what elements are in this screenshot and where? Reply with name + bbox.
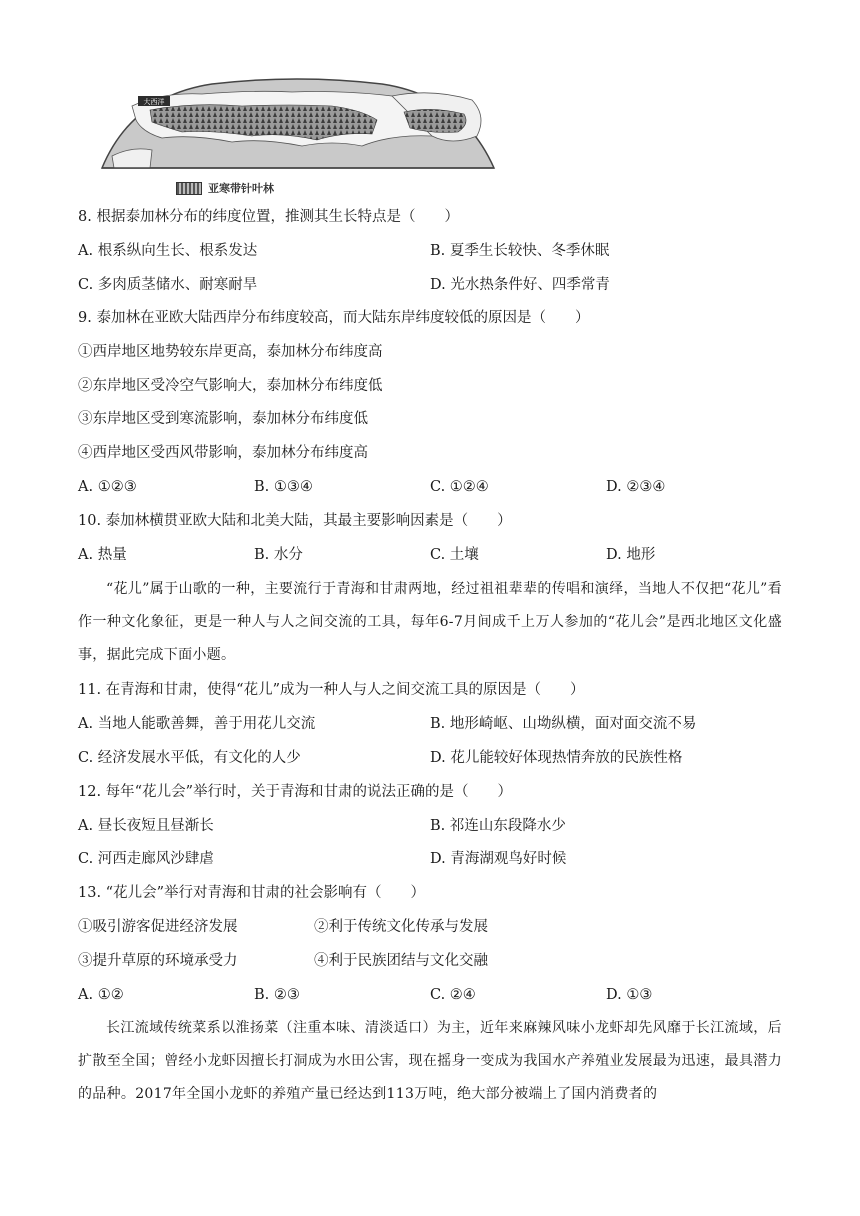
q12-stem: 12. 每年“花儿会”举行时，关于青海和甘肃的说法正确的是（ ） [78, 784, 512, 800]
q11-option-a: A. 当地人能歌善舞，善于用花儿交流 [78, 716, 316, 732]
q9-option-b: B. ①③④ [254, 479, 313, 495]
q13-stem: 13. “花儿会”举行对青海和甘肃的社会影响有（ ） [78, 885, 425, 901]
q12-option-b: B. 祁连山东段降水少 [430, 818, 566, 834]
q9-option-d: D. ②③④ [606, 479, 666, 495]
passage-crayfish: 长江流域传统菜系以淮扬菜（注重本味、清淡适口）为主，近年来麻辣风味小龙虾却先风靡于长江流域，后扩散至全国；曾经小龙虾因擅长打洞成为水田公害，现在摇身一变成为我国水产养殖业发展最为迅速，最具潜力的品种。2017年全国小龙虾的养殖产量已经达到113万吨，绝大部分被端上了国内消费者的 [78, 1020, 782, 1102]
q13-option-b: B. ②③ [254, 987, 300, 1003]
q11-stem: 11. 在青海和甘肃，使得“花儿”成为一种人与人之间交流工具的原因是（ ） [78, 682, 585, 698]
taiga-distribution-map [92, 76, 502, 198]
q8-option-b: B. 夏季生长较快、冬季休眠 [430, 243, 610, 259]
q9-option-a: A. ①②③ [78, 479, 137, 495]
map-legend [176, 180, 274, 196]
legend-swatch-icon [176, 182, 202, 195]
q9-statement-3: ③东岸地区受到寒流影响，泰加林分布纬度低 [78, 411, 368, 427]
q11-option-b: B. 地形崎岖、山坳纵横，面对面交流不易 [430, 716, 697, 732]
world-map-figure [92, 76, 502, 198]
q13-option-d: D. ①③ [606, 987, 653, 1003]
q11-option-d: D. 花儿能较好体现热情奔放的民族性格 [430, 750, 683, 766]
q10-option-c: C. 土壤 [430, 547, 479, 563]
q10-option-b: B. 水分 [254, 547, 303, 563]
q13-statement-1: ①吸引游客促进经济发展 [78, 919, 238, 935]
q9-statement-2: ②东岸地区受冷空气影响大，泰加林分布纬度低 [78, 378, 383, 394]
map-corner-label: 大西洋 [143, 98, 165, 106]
q10-option-a: A. 热量 [78, 547, 127, 563]
q8-option-d: D. 光水热条件好、四季常青 [430, 277, 610, 293]
q13-option-a: A. ①② [78, 987, 124, 1003]
q10-option-d: D. 地形 [606, 547, 656, 563]
q10-stem: 10. 泰加林横贯亚欧大陆和北美大陆，其最主要影响因素是（ ） [78, 513, 512, 529]
q9-stem: 9. 泰加林在亚欧大陆西岸分布纬度较高，而大陆东岸纬度较低的原因是（ ） [78, 310, 590, 326]
q9-statement-4: ④西岸地区受西风带影响，泰加林分布纬度高 [78, 445, 368, 461]
q9-statement-1: ①西岸地区地势较东岸更高，泰加林分布纬度高 [78, 344, 383, 360]
q13-statement-2: ②利于传统文化传承与发展 [314, 919, 488, 935]
q8-stem: 8. 根据泰加林分布的纬度位置，推测其生长特点是（ ） [78, 209, 459, 225]
taiga-belt-north-america [404, 109, 466, 132]
legend-label: 亚寒带针叶林 [208, 182, 274, 195]
q12-option-d: D. 青海湖观鸟好时候 [430, 851, 567, 867]
q13-statement-3: ③提升草原的环境承受力 [78, 953, 238, 969]
q13-statement-4: ④利于民族团结与文化交融 [314, 953, 488, 969]
q11-option-c: C. 经济发展水平低，有文化的人少 [78, 750, 301, 766]
q12-option-c: C. 河西走廊风沙肆虐 [78, 851, 214, 867]
passage-hua-er: “花儿”属于山歌的一种，主要流行于青海和甘肃两地，经过祖祖辈辈的传唱和演绎，当地人不仅把“花儿”看作一种文化象征，更是一种人与人之间交流的工具，每年6-7月间成千上万人参加的“花儿会”是西北地区文化盛事，据此完成下面小题。 [78, 581, 782, 663]
q8-option-a: A. 根系纵向生长、根系发达 [78, 243, 258, 259]
q13-option-c: C. ②④ [430, 987, 476, 1003]
q9-option-c: C. ①②④ [430, 479, 489, 495]
q8-option-c: C. 多肉质茎储水、耐寒耐旱 [78, 277, 258, 293]
q12-option-a: A. 昼长夜短且昼渐长 [78, 818, 214, 834]
